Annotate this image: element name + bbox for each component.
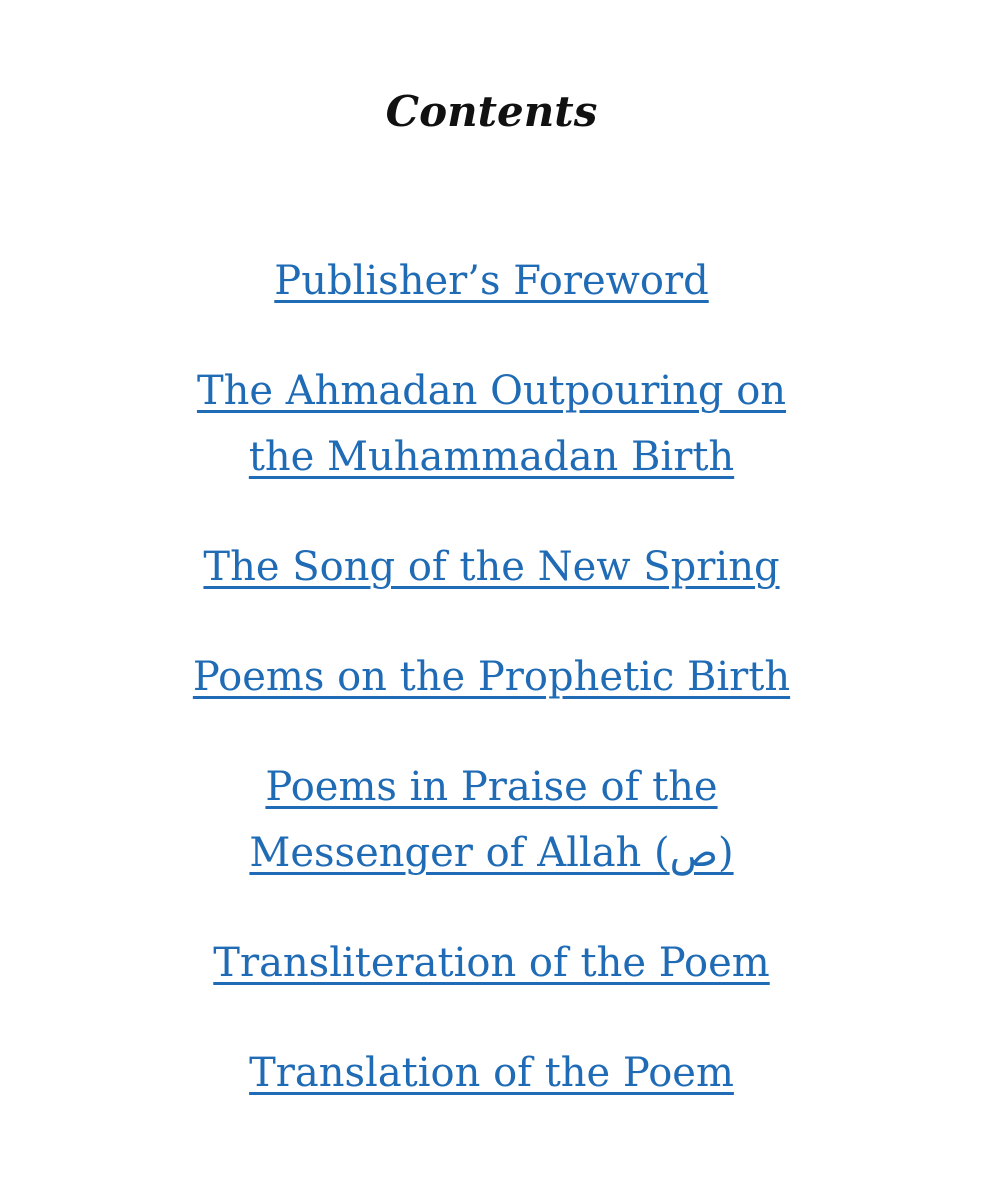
toc-link-line: Poems on the Prophetic Birth (192, 654, 791, 700)
toc-link-poems-praise-messenger[interactable] (120, 754, 863, 886)
toc-entry-transliteration (120, 930, 863, 996)
toc-link-line: The Song of the New Spring (203, 544, 780, 590)
toc-entry-poems-praise-messenger (120, 754, 863, 886)
toc-entry-poems-prophetic-birth (120, 644, 863, 710)
toc-link-line: Publisher’s Foreword (274, 258, 709, 304)
toc-link-poems-prophetic-birth[interactable] (120, 644, 863, 710)
toc-entry-ahmadan-outpouring (120, 358, 863, 490)
toc-link-line: The Ahmadan Outpouring on (196, 368, 787, 414)
toc-link-line: Messenger of Allah (ص) (249, 830, 734, 876)
toc-link-publishers-foreword[interactable] (120, 248, 863, 314)
toc-link-transliteration[interactable] (120, 930, 863, 996)
toc-entry-translation (120, 1040, 863, 1106)
toc-link-line: Translation of the Poem (249, 1050, 734, 1096)
toc-link-song-of-new-spring[interactable] (120, 534, 863, 600)
toc-link-line: Transliteration of the Poem (213, 940, 770, 986)
toc-entry-song-of-new-spring (120, 534, 863, 600)
toc-link-translation[interactable] (120, 1040, 863, 1106)
page-title: Contents (385, 87, 598, 136)
toc-link-line: Poems in Praise of the (265, 764, 718, 810)
toc-entry-publishers-foreword (120, 248, 863, 314)
toc-link-line: the Muhammadan Birth (248, 434, 735, 480)
toc-link-ahmadan-outpouring[interactable] (120, 358, 863, 490)
